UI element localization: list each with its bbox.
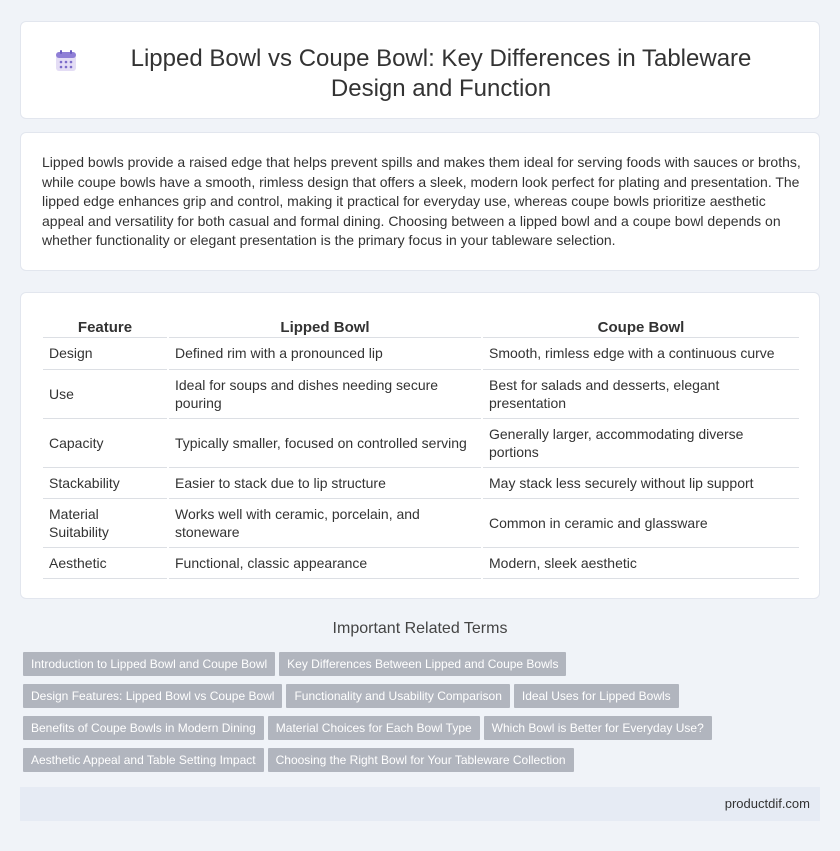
table-cell: Generally larger, accommodating diverse portions <box>482 418 799 467</box>
table-cell: Best for salads and desserts, elegant presentation <box>482 369 799 418</box>
intro-card <box>20 132 820 271</box>
table-cell: Aesthetic <box>43 547 168 578</box>
column-header-lipped: Lipped Bowl <box>168 316 482 337</box>
header-card <box>20 21 820 119</box>
table-row <box>43 547 799 578</box>
table-cell: Smooth, rimless edge with a continuous curve <box>482 337 799 369</box>
column-header-feature: Feature <box>43 316 168 337</box>
table-row <box>43 337 799 369</box>
tag-row <box>23 716 716 740</box>
related-tag[interactable]: Which Bowl is Better for Everyday Use? <box>484 716 712 740</box>
table-cell: Typically smaller, focused on controlled serving <box>168 418 482 467</box>
tag-row <box>23 748 578 772</box>
table-cell: Stackability <box>43 467 168 498</box>
calendar-icon <box>54 49 78 73</box>
table-row <box>43 369 799 418</box>
table-cell: Common in ceramic and glassware <box>482 498 799 547</box>
related-tag[interactable]: Functionality and Usability Comparison <box>286 684 509 708</box>
related-terms-heading: Important Related Terms <box>332 620 508 637</box>
intro-paragraph: Lipped bowls provide a raised edge that helps prevent spills and makes them ideal for serving foods with sauces or broths, while coupe bowls have a smooth, rimless design that offers a sleek, modern look perfect for plating and presentation. The lipped edge enhances grip and control, making it practical for everyday use, whereas coupe bowls prioritize aesthetic appeal and versatility for both casual and formal dining. Choosing between a lipped bowl and a coupe bowl depends on whether functionality or elegant presentation is the primary focus in your tableware selection. <box>42 154 801 249</box>
tag-row <box>23 652 570 676</box>
table-row <box>43 418 799 467</box>
table-row <box>43 467 799 498</box>
page-title: Lipped Bowl vs Coupe Bowl: Key Differences in Tableware Design and Function <box>130 45 752 102</box>
footer <box>20 787 820 821</box>
table-header-row <box>43 316 799 337</box>
column-header-coupe: Coupe Bowl <box>482 316 799 337</box>
related-tag[interactable]: Aesthetic Appeal and Table Setting Impact <box>23 748 264 772</box>
table-cell: Use <box>43 369 168 418</box>
related-tag[interactable]: Design Features: Lipped Bowl vs Coupe Bowl <box>23 684 282 708</box>
table-cell: May stack less securely without lip support <box>482 467 799 498</box>
table-cell: Easier to stack due to lip structure <box>168 467 482 498</box>
footer-site-link[interactable]: productdif.com <box>724 796 810 811</box>
related-tag[interactable]: Benefits of Coupe Bowls in Modern Dining <box>23 716 264 740</box>
comparison-card <box>20 292 820 599</box>
related-tag[interactable]: Introduction to Lipped Bowl and Coupe Bowl <box>23 652 275 676</box>
related-tag[interactable]: Key Differences Between Lipped and Coupe Bowls <box>279 652 566 676</box>
table-cell: Functional, classic appearance <box>168 547 482 578</box>
tag-row <box>23 684 683 708</box>
table-cell: Works well with ceramic, porcelain, and stoneware <box>168 498 482 547</box>
table-row <box>43 498 799 547</box>
title-row <box>21 22 821 120</box>
related-tag[interactable]: Ideal Uses for Lipped Bowls <box>514 684 679 708</box>
table-cell: Modern, sleek aesthetic <box>482 547 799 578</box>
table-cell: Design <box>43 337 168 369</box>
table-cell: Capacity <box>43 418 168 467</box>
table-cell: Ideal for soups and dishes needing secure pouring <box>168 369 482 418</box>
table-cell: Material Suitability <box>43 498 168 547</box>
comparison-table <box>43 316 799 579</box>
related-tag[interactable]: Material Choices for Each Bowl Type <box>268 716 480 740</box>
related-tag[interactable]: Choosing the Right Bowl for Your Tableware Collection <box>268 748 574 772</box>
table-cell: Defined rim with a pronounced lip <box>168 337 482 369</box>
